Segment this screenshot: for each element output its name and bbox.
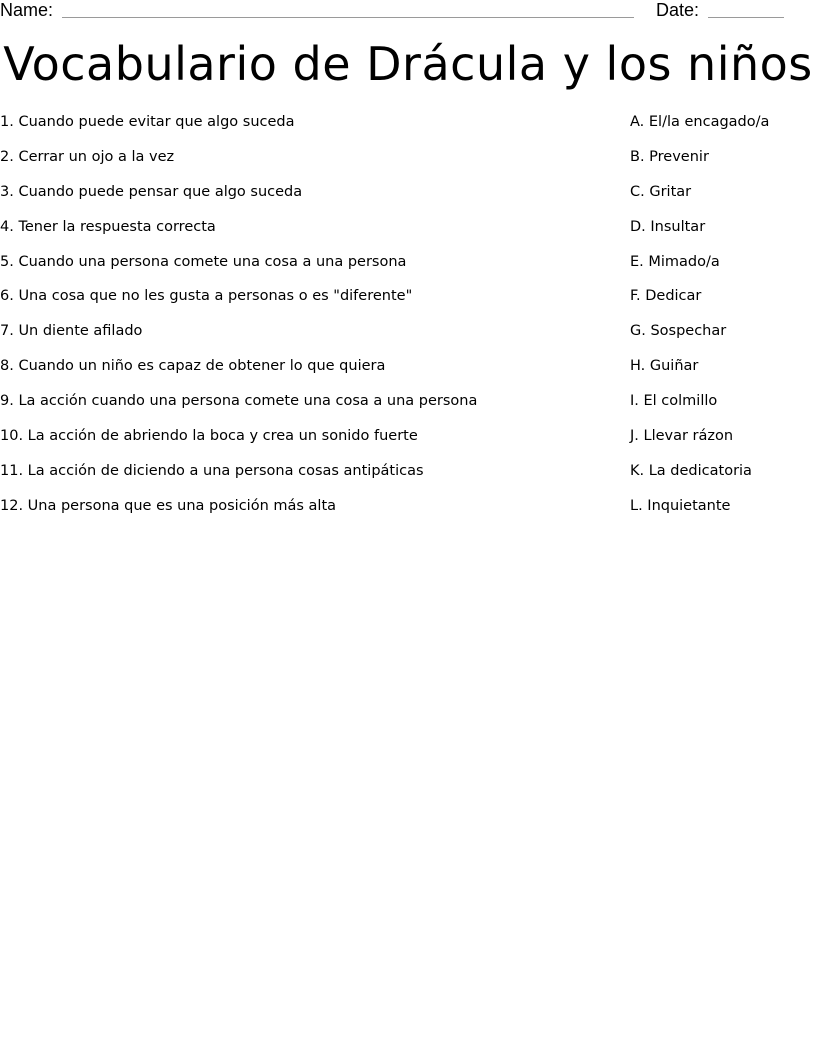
matching-row [0, 319, 816, 354]
matching-row [0, 145, 816, 180]
matching-row [0, 424, 816, 459]
name-label: Name: [0, 0, 54, 20]
matching-row [0, 215, 816, 250]
answer-option: F. Dedicar [630, 288, 702, 305]
clue-text: 3. Cuando puede pensar que algo suceda [0, 183, 303, 200]
matching-row [0, 389, 816, 424]
matching-row [0, 180, 816, 215]
matching-row [0, 250, 816, 285]
answer-option: D. Insultar [630, 218, 706, 235]
clue-text: 5. Cuando una persona comete una cosa a una persona [0, 253, 407, 270]
matching-row [0, 494, 816, 529]
answer-option: J. Llevar rázon [630, 428, 734, 445]
date-label: Date: [656, 0, 700, 20]
clue-text: 6. Una cosa que no les gusta a personas o es "diferente" [0, 288, 413, 305]
name-blank-line [62, 17, 634, 18]
answer-option: B. Prevenir [630, 148, 709, 165]
worksheet-header [0, 0, 816, 24]
matching-list [0, 110, 816, 529]
clue-text: 1. Cuando puede evitar que algo suceda [0, 114, 295, 130]
answer-option: H. Guiñar [630, 358, 699, 375]
answer-option: C. Gritar [630, 183, 692, 200]
clue-text: 7. Un diente afilado [0, 323, 143, 340]
date-blank-line [708, 17, 784, 18]
clue-text: 4. Tener la respuesta correcta [0, 218, 216, 235]
answer-option: A. El/la encagado/a [630, 114, 770, 130]
answer-option: E. Mimado/a [630, 253, 720, 270]
matching-row [0, 354, 816, 389]
clue-text: 11. La acción de diciendo a una persona cosas antipáticas [0, 462, 424, 479]
clue-text: 2. Cerrar un ojo a la vez [0, 148, 175, 165]
clue-text: 9. La acción cuando una persona comete una cosa a una persona [0, 393, 478, 410]
matching-row [0, 110, 816, 145]
clue-text: 8. Cuando un niño es capaz de obtener lo que quiera [0, 358, 386, 375]
matching-row [0, 284, 816, 319]
answer-option: I. El colmillo [630, 393, 718, 410]
clue-text: 12. Una persona que es una posición más alta [0, 497, 337, 514]
answer-option: L. Inquietante [630, 497, 731, 514]
matching-row [0, 459, 816, 494]
page-title: Vocabulario de Drácula y los niños [3, 37, 813, 91]
answer-option: K. La dedicatoria [630, 462, 752, 479]
answer-option: G. Sospechar [630, 323, 727, 340]
clue-text: 10. La acción de abriendo la boca y crea un sonido fuerte [0, 428, 418, 445]
